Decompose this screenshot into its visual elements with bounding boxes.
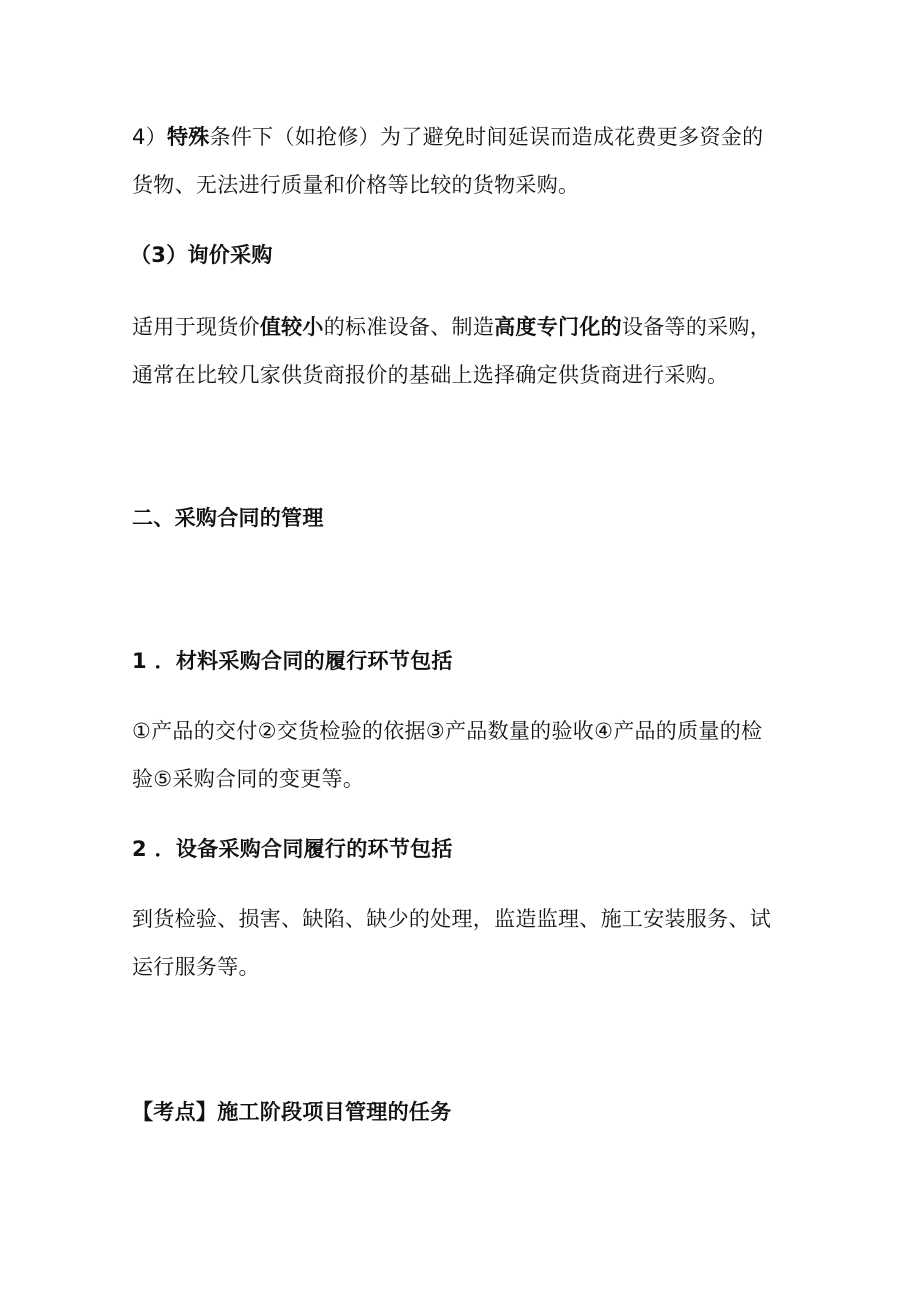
subsection-1-title: 1 ．材料采购合同的履行环节包括 [132,649,453,673]
kaodian-title: 【考点】施工阶段项目管理的任务 [132,1100,452,1124]
section3-body-line2: 通常在比较几家供货商报价的基础上选择确定供货商进行采购。 [132,363,729,387]
item4-bold-text: 特殊 [166,125,210,149]
section3-body-line1 [132,312,771,342]
subsection-2-title: 2 ．设备采购合同履行的环节包括 [132,837,453,861]
section3-bold-2: 高度专门化的 [494,315,622,339]
subsection-2-body-line1: 到货检验、损害、缺陷、缺少的处理，监造监理、施工安装服务、试 [132,907,771,931]
section-heading-2: 二、采购合同的管理 [132,506,324,530]
item4-line2: 货物、无法进行质量和价格等比较的货物采购。 [132,173,580,197]
section3-text-3: 设备等的采购， [621,315,772,339]
section3-text-2: 的标准设备、制造 [323,315,495,339]
section3-text-1: 适用于现货价 [132,315,260,339]
section3-bold-1: 值较小 [259,315,324,339]
subsection-1-body-line2: 验⑤采购合同的变更等。 [132,767,365,791]
item4-line1 [132,122,763,152]
item4-text: 条件下（如抢修）为了避免时间延误而造成花费更多资金的 [209,125,764,149]
section3-title: （3）询价采购 [130,243,273,267]
subsection-2-body-line2: 运行服务等。 [132,955,260,979]
subsection-1-body-line1: ①产品的交付②交货检验的依据③产品数量的验收④产品的质量的检 [132,719,763,743]
item4-number: 4） [132,125,167,149]
